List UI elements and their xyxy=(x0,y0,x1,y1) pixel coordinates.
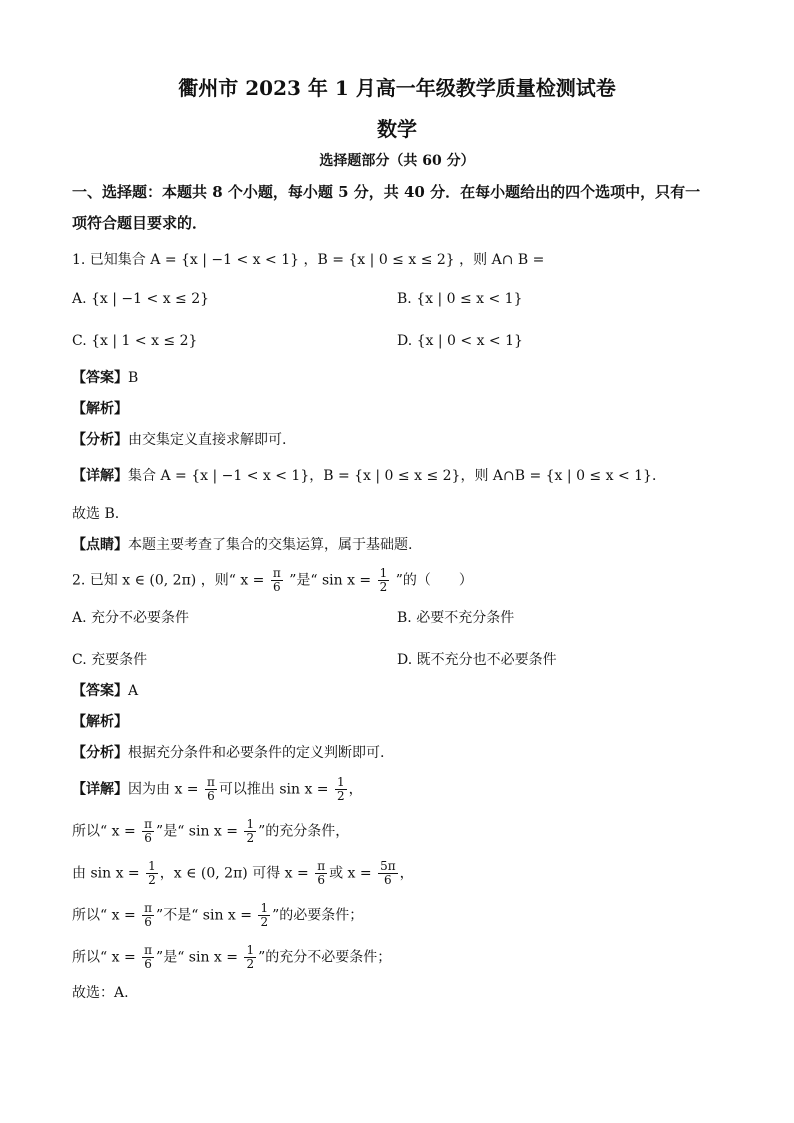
section-instructions-line1: 一、选择题：本题共 8 个小题，每小题 5 分，共 40 分．在每小题给出的四个选项中，只有一 xyxy=(72,183,701,201)
comment-tag: 【点睛】 xyxy=(72,537,128,553)
frac-den: 6 xyxy=(384,873,392,888)
fraction-pi-over-6 xyxy=(142,818,154,845)
q2-choose: 故选：A. xyxy=(72,985,129,1001)
frac-den: 2 xyxy=(246,831,255,846)
frac-den: 6 xyxy=(317,873,325,888)
q2-option-a: A. 充分不必要条件 xyxy=(72,610,190,626)
fraction-5pi-over-6 xyxy=(378,860,398,887)
q1-comment: 本题主要考查了集合的交集运算，属于基础题. xyxy=(128,537,413,553)
frac-den: 6 xyxy=(144,831,152,846)
q1-answer: B xyxy=(128,370,139,386)
q2-stem-post: ”的（ ） xyxy=(395,572,473,589)
text: 所以“ x = xyxy=(72,823,136,840)
subject-title: 数学 xyxy=(377,117,417,141)
frac-num: 5π xyxy=(380,859,396,873)
q1-detail: 集合 A = {x | −1 < x < 1}，B = {x | 0 ≤ x ≤ 2}，则 A∩B = {x | 0 ≤ x < 1}． xyxy=(128,468,666,484)
q2-option-d: D. 既不充分也不必要条件 xyxy=(397,652,557,668)
q1-answer-row xyxy=(72,370,138,387)
q2-detail-line3 xyxy=(72,860,414,887)
q2-fenxi: 根据充分条件和必要条件的定义判断即可. xyxy=(128,745,385,761)
text: 可以推出 sin x = xyxy=(218,781,329,798)
q1-option-d: D. {x | 0 < x < 1} xyxy=(397,333,523,349)
frac-den: 6 xyxy=(144,957,152,972)
section-instructions-line2: 项符合题目要求的． xyxy=(72,214,208,232)
frac-den: 2 xyxy=(246,957,255,972)
q2-answer: A xyxy=(128,683,139,699)
fraction-1-over-2 xyxy=(335,776,347,803)
text: ， xyxy=(348,781,363,798)
fenxi-tag: 【分析】 xyxy=(72,745,128,761)
text: 因为由 x = xyxy=(128,781,199,798)
q2-analysis-tag: 【解析】 xyxy=(72,714,128,730)
frac-num: 1 xyxy=(148,859,156,873)
text: ”是“ sin x = xyxy=(156,823,239,840)
frac-num: π xyxy=(144,817,153,831)
q1-detail-row xyxy=(72,468,666,485)
q1-fenxi-row xyxy=(72,432,286,449)
q2-detail-line2 xyxy=(72,818,349,845)
text: ”不是“ sin x = xyxy=(156,907,253,924)
text: ”的充分条件， xyxy=(258,823,350,840)
frac-den: 2 xyxy=(336,789,345,804)
frac-den: 6 xyxy=(207,789,215,804)
answer-tag: 【答案】 xyxy=(72,370,128,386)
q2-detail-line4 xyxy=(72,902,363,929)
fraction-1-over-2 xyxy=(244,944,256,971)
fraction-pi-over-6 xyxy=(205,776,217,803)
q1-stem: 1. 已知集合 A = {x | −1 < x < 1} ，B = {x | 0 ≤ x ≤ 2} ，则 A∩ B = xyxy=(72,252,545,268)
q1-option-a: A. {x | −1 < x ≤ 2} xyxy=(72,291,210,307)
fraction-pi-over-6 xyxy=(142,944,154,971)
frac-num: 1 xyxy=(379,566,388,580)
text: ”的充分不必要条件； xyxy=(258,949,392,966)
part-title: 选择题部分（共 60 分） xyxy=(319,153,475,169)
frac-den: 2 xyxy=(379,580,388,595)
frac-num: π xyxy=(317,859,326,873)
fraction-pi-over-6 xyxy=(315,860,327,887)
text: 或 x = xyxy=(329,865,372,882)
frac-den: 6 xyxy=(272,580,281,595)
q2-answer-row xyxy=(72,683,138,700)
q1-option-c: C. {x | 1 < x ≤ 2} xyxy=(72,333,198,349)
q2-stem xyxy=(72,567,473,594)
q1-choose: 故选 B. xyxy=(72,506,120,522)
q2-detail-line1 xyxy=(72,776,363,803)
frac-num: π xyxy=(272,566,281,580)
frac-num: 1 xyxy=(260,901,269,915)
text: 所以“ x = xyxy=(72,949,136,966)
q1-option-b: B. {x | 0 ≤ x < 1} xyxy=(397,291,523,307)
q1-analysis-tag: 【解析】 xyxy=(72,401,128,417)
q2-option-b: B. 必要不充分条件 xyxy=(397,610,515,626)
q2-fenxi-row xyxy=(72,745,384,762)
q1-fenxi: 由交集定义直接求解即可. xyxy=(128,432,287,448)
q1-comment-row xyxy=(72,537,412,554)
text: 所以“ x = xyxy=(72,907,136,924)
frac-num: 1 xyxy=(246,943,255,957)
exam-title: 衢州市 2023 年 1 月高一年级教学质量检测试卷 xyxy=(178,76,616,100)
fraction-pi-over-6 xyxy=(142,902,154,929)
text: 由 sin x = xyxy=(72,865,140,882)
detail-tag: 【详解】 xyxy=(72,781,128,798)
frac-num: π xyxy=(206,775,215,789)
text: ”是“ sin x = xyxy=(156,949,239,966)
text: ， xyxy=(399,865,414,882)
text: ”的必要条件； xyxy=(272,907,364,924)
fenxi-tag: 【分析】 xyxy=(72,432,128,448)
q2-detail-line5 xyxy=(72,944,391,971)
fraction-pi-over-6 xyxy=(271,567,283,594)
frac-num: π xyxy=(144,901,153,915)
q2-stem-mid: ”是“ sin x = xyxy=(289,572,372,589)
frac-num: 1 xyxy=(336,775,345,789)
frac-num: π xyxy=(144,943,153,957)
detail-tag: 【详解】 xyxy=(72,468,128,484)
answer-tag: 【答案】 xyxy=(72,683,128,699)
fraction-1-over-2 xyxy=(244,818,256,845)
text: ，x ∈ (0, 2π) 可得 x = xyxy=(159,865,309,882)
fraction-1-over-2 xyxy=(378,567,390,594)
fraction-1-over-2 xyxy=(258,902,270,929)
frac-den: 6 xyxy=(144,915,152,930)
q2-stem-pre: 2. 已知 x ∈ (0, 2π) ，则“ x = xyxy=(72,572,265,589)
frac-num: 1 xyxy=(246,817,255,831)
frac-den: 2 xyxy=(260,915,269,930)
q2-option-c: C. 充要条件 xyxy=(72,652,148,668)
frac-den: 2 xyxy=(148,873,156,888)
fraction-1-over-2 xyxy=(146,860,158,887)
